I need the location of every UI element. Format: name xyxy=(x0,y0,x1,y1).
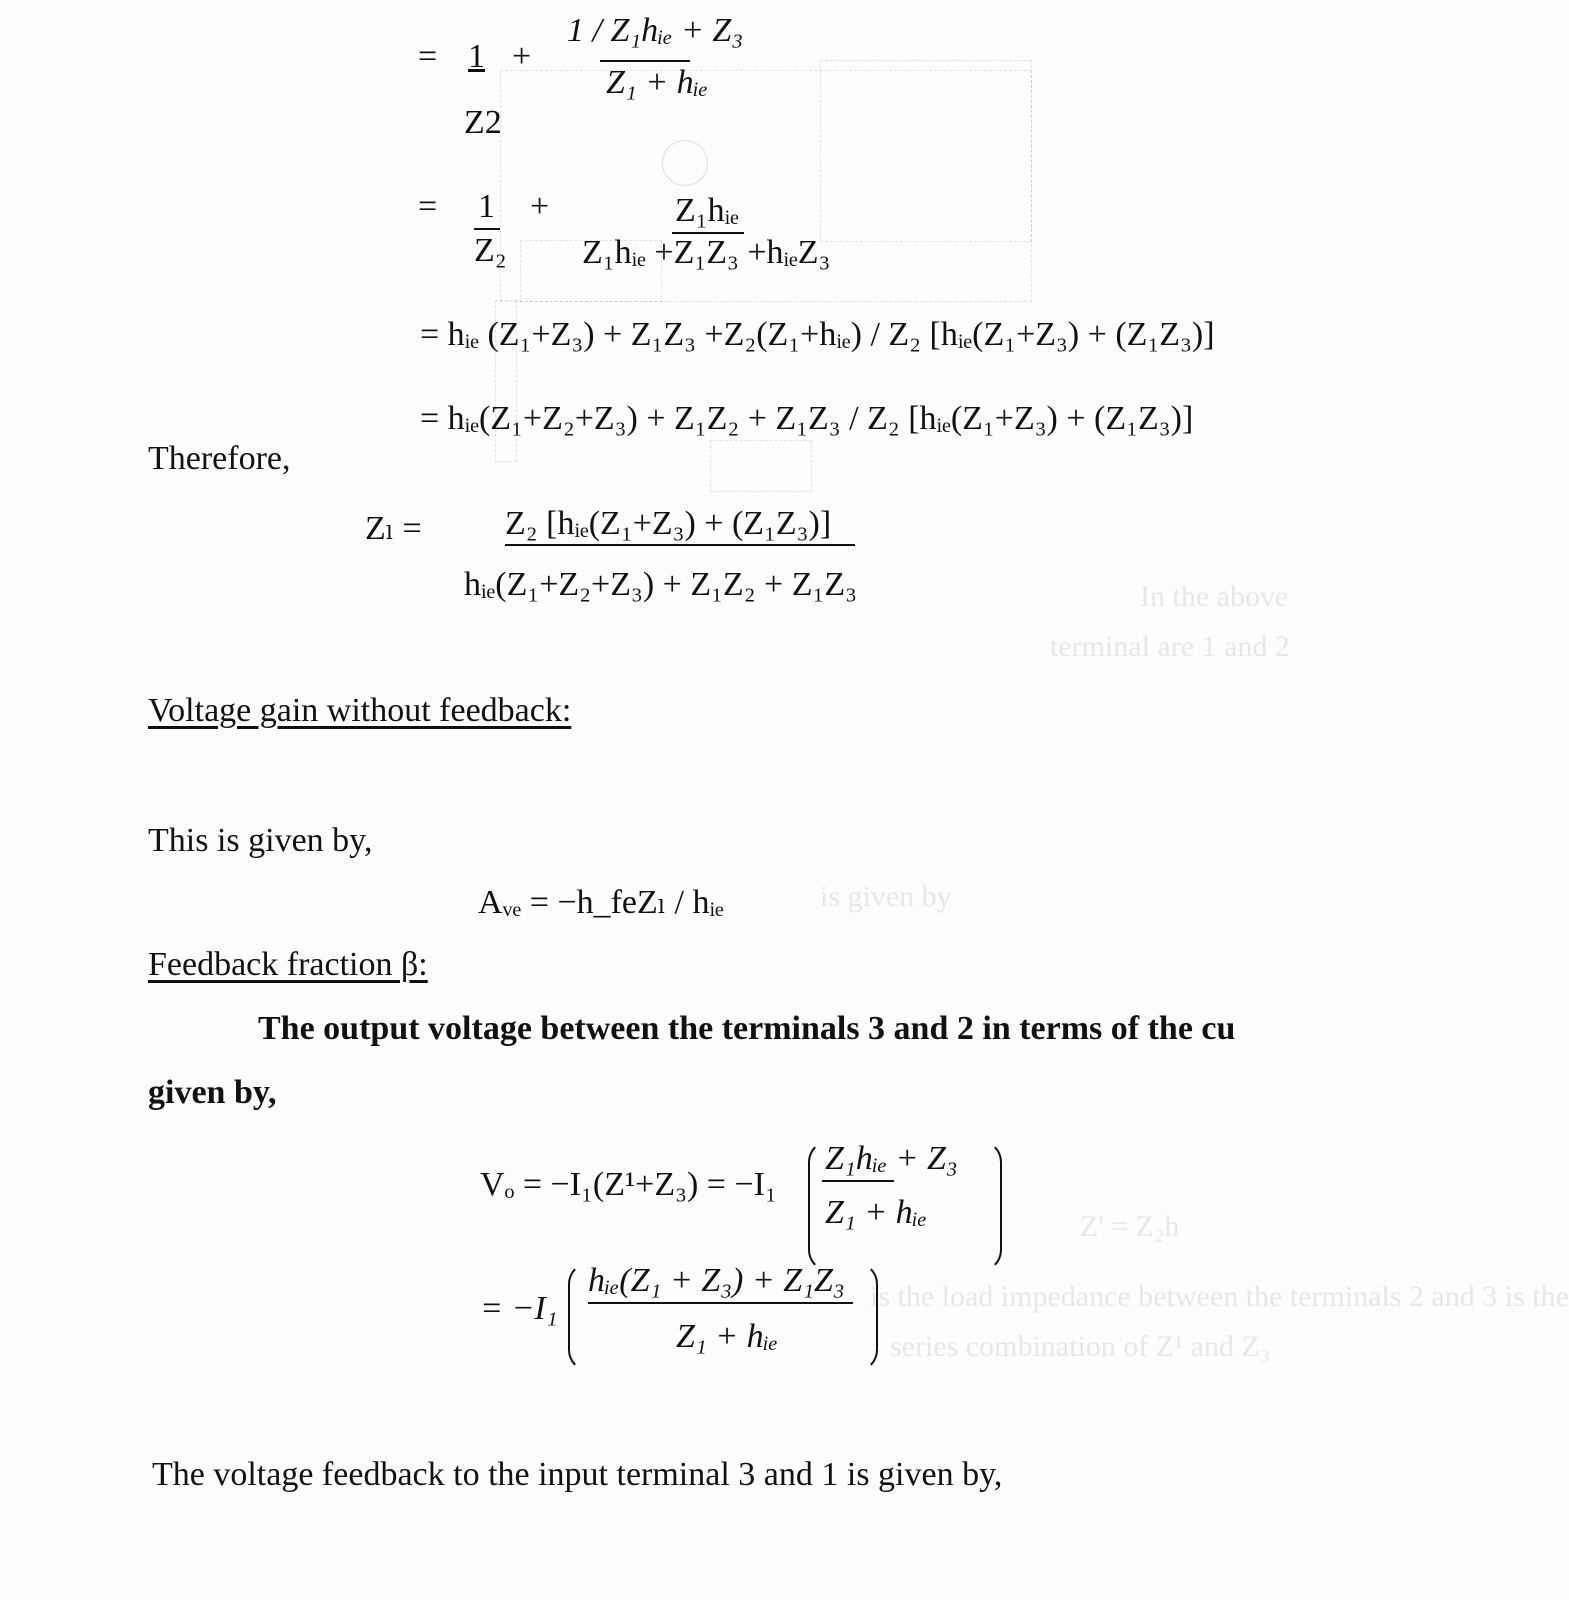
bleed-through-text: is given by xyxy=(820,880,952,913)
zl-numerator: Z₂ [hᵢₑ(Z₁+Z₃) + (Z₁Z₃)] xyxy=(505,505,832,542)
vo2-lhs: = −I₁ xyxy=(480,1290,558,1327)
zl-denominator: hᵢₑ(Z₁+Z₂+Z₃) + Z₁Z₂ + Z₁Z₃ xyxy=(464,566,857,603)
paragraph-line: The output voltage between the terminals 3 and 2 in terms of the cu xyxy=(258,1010,1236,1047)
fraction-numerator: Z₁hᵢₑ xyxy=(675,192,739,229)
denominator-z2: Z2 xyxy=(464,104,502,141)
vo-lhs: Vₒ = −I₁(Z¹+Z₃) = −I₁ xyxy=(480,1166,777,1203)
equals-sign: = xyxy=(418,38,438,75)
fraction-denominator: Z₁ + hᵢₑ xyxy=(606,64,708,101)
bleed-through-text: series combination of Z¹ and Z₃ xyxy=(890,1330,1271,1363)
numerator-one: 1 xyxy=(468,38,485,75)
fraction-denominator: Z₁hᵢₑ +Z₁Z₃ +hᵢₑZ₃ xyxy=(582,234,831,271)
equation-line: = hᵢₑ (Z₁+Z₃) + Z₁Z₃ +Z₂(Z₁+hᵢₑ) / Z₂ [hᵢₑ(Z₁+Z₃) + (Z₁Z₃)] xyxy=(420,316,1215,353)
gain-equation: Aᵥₑ = −h_feZₗ / hᵢₑ xyxy=(478,884,724,921)
fraction-numerator: hᵢₑ(Z₁ + Z₃) + Z₁Z₃ xyxy=(588,1262,845,1299)
paragraph-line: The voltage feedback to the input terminal 3 and 1 is given by, xyxy=(152,1456,1003,1493)
bleed-through-text: is the load impedance between the terminals 2 and 3 is the xyxy=(870,1280,1569,1313)
fraction-denominator: Z₁ + hᵢₑ xyxy=(825,1194,927,1231)
fraction-denominator: Z₁ + hᵢₑ xyxy=(676,1318,778,1355)
plus-sign: + xyxy=(530,188,550,225)
bleed-through-text: In the above xyxy=(1140,580,1289,613)
fraction-bar xyxy=(588,1302,853,1304)
therefore-label: Therefore, xyxy=(148,440,291,477)
plus-sign: + xyxy=(512,38,532,75)
denominator-z2: Z₂ xyxy=(474,232,507,269)
fraction-bar xyxy=(822,1180,894,1182)
equation-line: = hᵢₑ(Z₁+Z₂+Z₃) + Z₁Z₂ + Z₁Z₃ / Z₂ [hᵢₑ(Z₁+Z₃) + (Z₁Z₃)] xyxy=(420,400,1194,437)
bleed-through-text: terminal are 1 and 2 xyxy=(1050,630,1290,663)
section-heading: Feedback fraction β: xyxy=(148,946,428,983)
fraction-bar xyxy=(600,60,690,62)
equals-sign: = xyxy=(418,188,438,225)
intro-text: This is given by, xyxy=(148,822,373,859)
bleed-through-text: Z' = Z₂h xyxy=(1080,1210,1180,1243)
fraction-numerator: Z₁hᵢₑ + Z₃ xyxy=(825,1140,958,1177)
paragraph-line: given by, xyxy=(148,1074,277,1111)
section-heading: Voltage gain without feedback: xyxy=(148,692,572,729)
zl-lhs: Zₗ = xyxy=(365,510,422,547)
fraction-bar xyxy=(505,544,855,546)
numerator-one: 1 xyxy=(478,188,495,225)
fraction-numerator: 1 / Z₁hᵢₑ + Z₃ xyxy=(567,12,744,49)
fraction-bar xyxy=(474,228,500,230)
